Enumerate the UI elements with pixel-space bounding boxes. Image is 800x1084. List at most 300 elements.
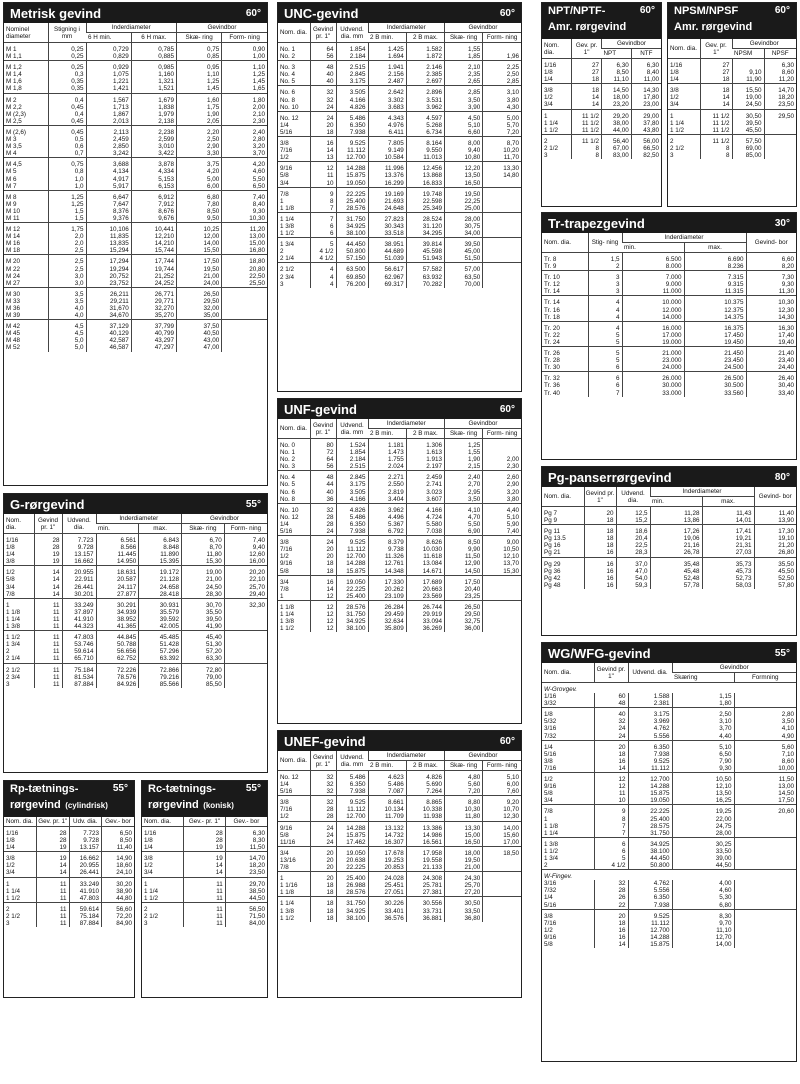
table-cell: 2,013 bbox=[86, 118, 131, 126]
table-cell: 11 bbox=[37, 888, 70, 895]
table-cell: 56,40 bbox=[602, 134, 632, 145]
table-cell: No. 5 bbox=[280, 78, 296, 86]
table-cell bbox=[483, 43, 521, 54]
table-cell: 57,00 bbox=[445, 263, 483, 274]
table-cell: 23,00 bbox=[631, 101, 661, 109]
table-cell: 38.951 bbox=[368, 238, 406, 249]
table-cell: 20,60 bbox=[734, 805, 796, 816]
table-cell: 3/8 bbox=[278, 137, 310, 148]
table-cell: 44.845 bbox=[96, 631, 139, 642]
col-udvend-dia: Udvend. dia. mm bbox=[336, 23, 368, 43]
table-cell: 57.296 bbox=[139, 648, 182, 655]
table-row bbox=[278, 821, 521, 832]
table-cell: 10,106 bbox=[86, 223, 131, 234]
table-cell: 8,20 bbox=[746, 263, 796, 271]
table-cell: 3,80 bbox=[483, 496, 521, 504]
table-cell: 15.875 bbox=[628, 790, 672, 797]
table-cell: 14.000 bbox=[622, 314, 684, 322]
table-row bbox=[542, 751, 796, 758]
table-cell: 26.441 bbox=[62, 584, 96, 591]
table-row bbox=[542, 281, 796, 288]
table-cell: 11,20 bbox=[222, 223, 267, 234]
pg-rows bbox=[542, 507, 796, 589]
col-formning: Form- ning bbox=[483, 761, 521, 771]
table-row bbox=[278, 528, 521, 536]
table-cell: M 24 bbox=[6, 272, 20, 280]
table-cell: 3,242 bbox=[86, 150, 131, 158]
table-row bbox=[278, 611, 521, 618]
table-cell: 6.350 bbox=[628, 894, 672, 901]
table-row bbox=[4, 576, 267, 583]
table-cell: 3 bbox=[280, 280, 284, 288]
table-cell: 5,10 bbox=[483, 514, 521, 521]
table-cell bbox=[764, 134, 796, 145]
panel-header bbox=[542, 643, 796, 663]
table-cell: 11,50 bbox=[225, 844, 267, 852]
unc-gevind-panel bbox=[277, 2, 522, 392]
table-cell: 6.411 bbox=[368, 129, 406, 137]
table-cell: 31.750 bbox=[628, 830, 672, 838]
table-cell: 13.132 bbox=[368, 821, 406, 832]
table-cell: 45,50 bbox=[732, 127, 764, 135]
table-cell: 17.000 bbox=[622, 332, 684, 339]
table-cell: 2,40 bbox=[222, 125, 267, 136]
table-cell bbox=[734, 855, 796, 862]
table-cell: 9.738 bbox=[368, 546, 406, 553]
table-cell: 5 bbox=[588, 339, 622, 347]
table-cell bbox=[483, 618, 521, 625]
table-cell: 23,40 bbox=[746, 357, 796, 364]
table-cell: 11 bbox=[34, 641, 62, 648]
table-cell: 14,50 bbox=[445, 568, 483, 576]
panel-header bbox=[4, 3, 267, 23]
table-cell: 18,60 bbox=[102, 862, 135, 869]
table-row bbox=[542, 862, 796, 870]
table-cell bbox=[224, 641, 267, 648]
table-row bbox=[4, 201, 267, 208]
table-cell: 7,912 bbox=[131, 201, 176, 208]
col-formning: Form- ning bbox=[483, 429, 521, 439]
table-cell: 28.575 bbox=[628, 823, 672, 830]
table-row bbox=[542, 837, 796, 848]
table-cell: 7/8 bbox=[280, 864, 289, 872]
table-cell: 18,00 bbox=[445, 846, 483, 857]
table-cell: 1,075 bbox=[86, 71, 131, 78]
table-row bbox=[4, 648, 267, 655]
table-cell: 0,25 bbox=[48, 53, 86, 61]
table-row bbox=[668, 120, 796, 127]
table-cell: 11,50 bbox=[445, 553, 483, 560]
table-cell: M 2 bbox=[4, 93, 48, 104]
table-cell: 4,40 bbox=[672, 733, 734, 741]
table-cell: 4,50 bbox=[445, 111, 483, 122]
table-cell: No. 12 bbox=[278, 771, 310, 782]
table-cell: 21,20 bbox=[754, 542, 796, 549]
table-cell: 6.350 bbox=[628, 740, 672, 751]
table-row bbox=[542, 109, 661, 120]
table-cell: 10 bbox=[310, 180, 336, 188]
table-row bbox=[542, 740, 796, 751]
table-cell: 5/8 bbox=[280, 831, 289, 839]
table-cell: 19,10 bbox=[754, 535, 796, 542]
table-cell: 28.524 bbox=[406, 212, 444, 223]
table-cell: 37,80 bbox=[631, 120, 661, 127]
table-cell: 24,10 bbox=[102, 869, 135, 877]
table-row bbox=[278, 915, 521, 922]
table-cell: 11,835 bbox=[86, 233, 131, 240]
table-cell: 33.249 bbox=[69, 877, 102, 888]
table-cell: 20 bbox=[310, 857, 336, 864]
table-cell: 20,752 bbox=[86, 273, 131, 280]
panel-header bbox=[542, 3, 661, 39]
table-cell: 2,70 bbox=[445, 481, 483, 488]
table-cell: 3,10 bbox=[672, 718, 734, 725]
table-cell: 1 3/8 bbox=[280, 618, 295, 626]
table-cell: 6,70 bbox=[182, 534, 225, 545]
table-cell: 32 bbox=[594, 880, 628, 887]
table-cell: 24,00 bbox=[177, 280, 222, 288]
npt-rows bbox=[542, 59, 661, 160]
table-cell: 11,00 bbox=[631, 76, 661, 84]
table-cell: 3/4 bbox=[144, 869, 153, 877]
table-cell: 20 bbox=[594, 909, 628, 920]
table-cell: 44,80 bbox=[102, 895, 135, 903]
table-row bbox=[278, 618, 521, 625]
table-cell: M 4 bbox=[6, 150, 17, 158]
table-cell: 15,00 bbox=[445, 832, 483, 839]
table-cell: Pg 29 bbox=[542, 557, 584, 568]
col-ntf: NTF bbox=[631, 49, 661, 59]
table-cell: 1 1/2 bbox=[670, 126, 685, 134]
table-row bbox=[542, 69, 661, 76]
table-row bbox=[278, 897, 521, 908]
table-cell: 2 1/4 bbox=[6, 655, 21, 663]
table-cell bbox=[734, 902, 796, 910]
thread-angle: 60° bbox=[639, 5, 655, 16]
col-formning: Form- ning bbox=[224, 524, 267, 534]
table-cell: 2 1/2 bbox=[6, 912, 21, 920]
table-cell bbox=[222, 337, 267, 344]
table-cell: 1 1/2 bbox=[4, 631, 34, 642]
table-row bbox=[278, 281, 521, 288]
table-row bbox=[4, 255, 267, 266]
table-cell: 16 bbox=[584, 575, 616, 582]
table-cell: 7,40 bbox=[224, 534, 267, 545]
table-cell: 4,20 bbox=[222, 158, 267, 169]
table-row bbox=[4, 136, 267, 143]
table-cell: 24,252 bbox=[131, 280, 176, 288]
table-cell bbox=[224, 663, 267, 674]
table-cell: 4,40 bbox=[483, 503, 521, 514]
table-cell: 10,00 bbox=[734, 765, 796, 773]
table-cell: 2.184 bbox=[336, 456, 368, 463]
table-row bbox=[4, 312, 267, 320]
table-cell: 27.051 bbox=[368, 889, 406, 897]
table-cell: 7,40 bbox=[483, 528, 521, 536]
table-cell: 34.939 bbox=[96, 609, 139, 616]
table-cell: 32,270 bbox=[131, 305, 176, 312]
table-cell bbox=[483, 248, 521, 255]
table-row bbox=[4, 85, 267, 93]
table-cell: 39,50 bbox=[732, 120, 764, 127]
table-cell: 7.938 bbox=[628, 751, 672, 758]
table-row bbox=[4, 53, 267, 61]
table-cell: 19.050 bbox=[628, 797, 672, 805]
table-cell: 18.631 bbox=[96, 566, 139, 577]
table-cell: 7 bbox=[310, 212, 336, 223]
table-cell: 3/32 bbox=[544, 700, 557, 708]
table-cell: 0,7 bbox=[48, 150, 86, 158]
table-cell: 11,40 bbox=[754, 507, 796, 518]
table-cell: M 2,5 bbox=[6, 117, 22, 125]
col-gevind-pr: Gevind pr. 1" bbox=[34, 514, 62, 534]
table-cell: 1 bbox=[278, 872, 310, 883]
table-cell: 30.291 bbox=[96, 598, 139, 609]
table-row bbox=[4, 844, 134, 852]
table-cell: 11.112 bbox=[336, 806, 368, 813]
col-udvend-dia: Udvend. dia. bbox=[616, 487, 650, 507]
table-cell: 9.728 bbox=[62, 544, 96, 551]
table-row bbox=[4, 551, 267, 558]
table-row bbox=[542, 253, 796, 264]
table-cell: 69,00 bbox=[732, 145, 764, 152]
table-cell: 2,95 bbox=[445, 489, 483, 496]
table-row bbox=[542, 271, 796, 282]
col-inderdiameter: Inderdiameter bbox=[86, 23, 177, 33]
table-cell: 3.404 bbox=[368, 496, 406, 504]
table-cell: 3,70 bbox=[672, 725, 734, 732]
table-cell: 1 1/4 bbox=[6, 887, 21, 895]
table-cell: 12 bbox=[594, 783, 628, 790]
table-row bbox=[278, 908, 521, 915]
table-cell: M 39 bbox=[6, 312, 20, 320]
table-cell: 1/2 bbox=[280, 553, 289, 561]
table-cell: 10,50 bbox=[672, 773, 734, 784]
table-cell: 14 bbox=[34, 584, 62, 591]
col-gevindbor: Gevindbor bbox=[445, 751, 522, 761]
table-cell: 2,90 bbox=[177, 143, 222, 150]
table-row bbox=[542, 909, 796, 920]
table-cell bbox=[483, 625, 521, 632]
table-cell: 1/8 bbox=[6, 544, 15, 552]
table-cell: 18 bbox=[572, 84, 602, 95]
table-cell: 6,00 bbox=[483, 781, 521, 788]
table-cell: 63.500 bbox=[336, 263, 368, 274]
panel-title: WG/WFG-gevind bbox=[548, 645, 651, 661]
table-row bbox=[4, 920, 134, 927]
table-cell: 12.375 bbox=[684, 307, 746, 314]
table-cell: 11,80 bbox=[182, 551, 225, 558]
table-cell: 82,50 bbox=[631, 152, 661, 159]
table-cell: 1.854 bbox=[336, 43, 368, 54]
table-cell: 13.868 bbox=[406, 172, 444, 179]
table-cell: 1,90 bbox=[177, 111, 222, 118]
table-cell: 19.172 bbox=[139, 566, 182, 577]
table-cell: 13.386 bbox=[406, 821, 444, 832]
table-cell: 58,03 bbox=[702, 582, 754, 589]
table-row bbox=[542, 830, 796, 838]
table-cell: 19 bbox=[34, 558, 62, 566]
table-cell: 4.826 bbox=[406, 771, 444, 782]
table-cell: 1,25 bbox=[222, 71, 267, 78]
table-cell: 2,00 bbox=[483, 456, 521, 463]
table-cell bbox=[224, 631, 267, 642]
table-cell: 17,50 bbox=[734, 797, 796, 805]
table-cell: 37,799 bbox=[131, 320, 176, 331]
table-cell: 6,30 bbox=[764, 59, 796, 70]
table-cell: 11.938 bbox=[406, 813, 444, 821]
table-cell: 2.845 bbox=[336, 71, 368, 78]
table-cell: 29.459 bbox=[368, 611, 406, 618]
table-row bbox=[278, 137, 521, 148]
table-cell: 1 1/8 bbox=[544, 822, 559, 830]
table-cell: 14,01 bbox=[702, 517, 754, 525]
col-gev-pr: Gev. pr. 1" bbox=[38, 818, 68, 825]
table-cell bbox=[224, 623, 267, 631]
table-cell: 8,70 bbox=[483, 137, 521, 148]
table-cell: 4,5 bbox=[48, 330, 86, 337]
table-cell: 8,676 bbox=[131, 208, 176, 215]
table-row bbox=[278, 122, 521, 129]
table-cell: 6,50 bbox=[672, 751, 734, 758]
table-cell: 4,60 bbox=[222, 168, 267, 175]
table-cell: 18,50 bbox=[483, 846, 521, 857]
table-cell: 3/4 bbox=[280, 179, 289, 187]
table-cell: 30,40 bbox=[746, 382, 796, 389]
table-cell: 10,20 bbox=[483, 147, 521, 154]
table-cell: 3/8 bbox=[6, 558, 15, 566]
table-cell: 13.157 bbox=[62, 551, 96, 558]
table-cell: 5,50 bbox=[445, 521, 483, 528]
table-cell bbox=[483, 255, 521, 263]
table-cell: 8.566 bbox=[96, 544, 139, 551]
table-cell: 13,70 bbox=[483, 560, 521, 567]
table-cell: 12,210 bbox=[131, 233, 176, 240]
table-cell: 7/8 bbox=[280, 585, 289, 593]
table-cell: M 16 bbox=[6, 240, 20, 248]
table-cell: 31.750 bbox=[336, 212, 368, 223]
table-cell: 1,160 bbox=[131, 71, 176, 78]
thread-angle: 60° bbox=[499, 735, 515, 747]
table-row bbox=[542, 733, 796, 741]
table-cell: 9.315 bbox=[684, 281, 746, 288]
table-row bbox=[4, 616, 267, 623]
table-cell: 1,25 bbox=[445, 439, 483, 450]
table-cell: 2 bbox=[542, 134, 572, 145]
table-cell bbox=[734, 823, 796, 830]
table-row bbox=[542, 708, 796, 719]
table-cell: 26.988 bbox=[336, 882, 368, 889]
table-cell: 1,979 bbox=[131, 111, 176, 118]
table-cell: 50.788 bbox=[96, 641, 139, 648]
table-cell: 50.800 bbox=[628, 862, 672, 870]
table-cell: No. 12 bbox=[280, 513, 299, 521]
table-cell: 11.112 bbox=[628, 765, 672, 773]
table-cell bbox=[483, 908, 521, 915]
col-min: 2 B min. bbox=[368, 429, 406, 439]
table-cell: 12.700 bbox=[336, 154, 368, 162]
table-cell: 56,60 bbox=[102, 902, 135, 913]
table-cell: 11.326 bbox=[368, 553, 406, 560]
table-cell: 7,80 bbox=[177, 201, 222, 208]
npsm-rows bbox=[668, 59, 796, 160]
table-cell: 20 bbox=[310, 872, 336, 883]
table-cell: 1,5 bbox=[588, 253, 622, 264]
table-cell: 3 bbox=[544, 152, 548, 160]
table-cell: 1.524 bbox=[336, 439, 368, 450]
table-cell: 19.050 bbox=[336, 846, 368, 857]
table-row bbox=[668, 134, 796, 145]
table-cell: 16 bbox=[594, 934, 628, 941]
table-cell: 24 bbox=[594, 725, 628, 732]
table-cell: 17.678 bbox=[368, 846, 406, 857]
table-cell: 42.005 bbox=[139, 623, 182, 631]
col-udvend-dia: Udvend. dia. mm bbox=[336, 419, 368, 439]
table-cell: 1.694 bbox=[368, 53, 406, 61]
table-row bbox=[542, 902, 796, 910]
rp-rows bbox=[4, 827, 134, 928]
table-cell: 8,00 bbox=[445, 137, 483, 148]
table-cell: 3,422 bbox=[131, 150, 176, 158]
table-cell: 0,75 bbox=[177, 43, 222, 54]
table-row bbox=[278, 129, 521, 137]
col-formning: Form- ning bbox=[483, 33, 521, 43]
table-cell: 25.400 bbox=[628, 816, 672, 823]
table-cell: 2,850 bbox=[86, 143, 131, 150]
table-cell: 10,30 bbox=[445, 806, 483, 813]
unc-rows bbox=[278, 43, 521, 288]
table-row bbox=[4, 631, 267, 642]
table-cell: 28,00 bbox=[672, 830, 734, 838]
table-row bbox=[4, 43, 267, 54]
table-cell: 2 bbox=[280, 248, 284, 256]
table-cell: 6,50 bbox=[102, 827, 135, 838]
table-cell: 65.710 bbox=[62, 655, 96, 663]
table-cell: 19.450 bbox=[684, 339, 746, 347]
table-cell: 28 bbox=[34, 544, 62, 551]
table-cell: 19.748 bbox=[406, 187, 444, 198]
col-inderdiameter: Inderdiameter bbox=[368, 751, 445, 761]
rp-table bbox=[4, 817, 134, 927]
col-gevindbor: Gevindbor bbox=[445, 23, 522, 33]
table-cell: 3/8 bbox=[278, 536, 310, 547]
table-cell: 72 bbox=[310, 449, 336, 456]
table-cell: 26.000 bbox=[622, 372, 684, 383]
table-cell: 22 bbox=[594, 902, 628, 910]
table-cell bbox=[734, 848, 796, 855]
table-cell: 1,221 bbox=[86, 78, 131, 85]
table-row bbox=[542, 59, 661, 70]
table-cell: 0,6 bbox=[48, 143, 86, 150]
table-row bbox=[4, 902, 134, 913]
table-cell: 5,10 bbox=[483, 771, 521, 782]
table-cell: 14,50 bbox=[602, 84, 632, 95]
table-cell: 3,10 bbox=[483, 86, 521, 97]
table-cell: 9,10 bbox=[732, 69, 764, 76]
table-cell: No. 5 bbox=[280, 481, 296, 489]
table-cell: Pg 21 bbox=[544, 549, 561, 557]
table-cell: 3 bbox=[670, 152, 674, 160]
table-cell: 6,50 bbox=[222, 183, 267, 191]
table-row bbox=[542, 332, 796, 339]
wg-table bbox=[542, 663, 796, 948]
table-row bbox=[4, 591, 267, 599]
table-cell: 4,917 bbox=[86, 176, 131, 183]
table-cell: 38.100 bbox=[336, 230, 368, 238]
table-cell: 1,45 bbox=[222, 78, 267, 85]
table-cell: 2 bbox=[6, 648, 10, 656]
table-cell: 37,0 bbox=[616, 557, 650, 568]
